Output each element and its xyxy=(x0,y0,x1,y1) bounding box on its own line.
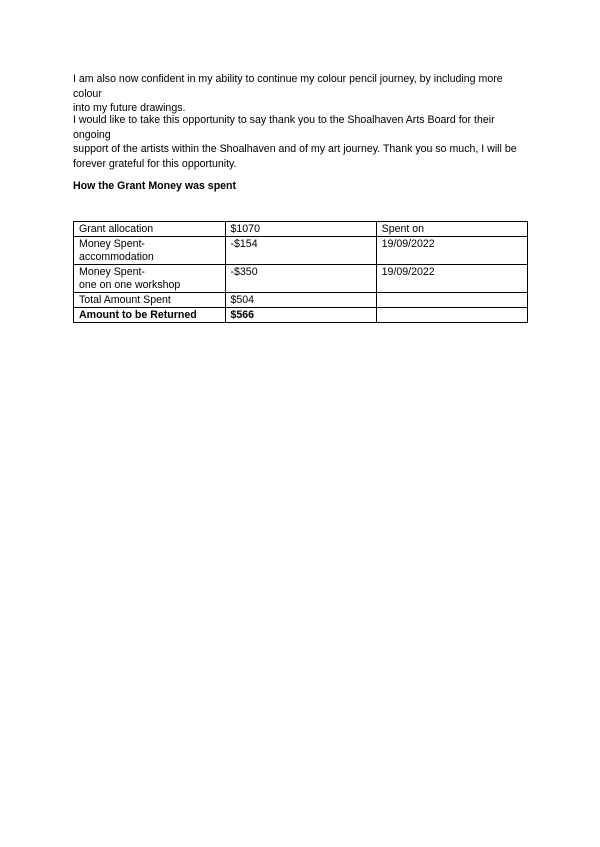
table-cell: Money Spent- one on one workshop xyxy=(74,265,226,293)
table-cell: -$154 xyxy=(225,237,376,265)
table-cell: Grant allocation xyxy=(74,222,226,237)
section-heading: How the Grant Money was spent xyxy=(73,180,237,192)
table-cell: $504 xyxy=(225,293,376,308)
table-row xyxy=(74,293,528,308)
table-cell: Money Spent-accommodation xyxy=(74,237,226,265)
table-cell: 19/09/2022 xyxy=(376,237,527,265)
paragraph-confidence: I am also now confident in my ability to continue my colour pencil journey, by including more colour into my future drawings. xyxy=(73,73,503,114)
table-cell: Total Amount Spent xyxy=(74,293,226,308)
table-cell: $566 xyxy=(225,308,376,323)
table-cell xyxy=(376,293,527,308)
table-row xyxy=(74,222,528,237)
grant-spending-table xyxy=(73,221,528,323)
table-cell: 19/09/2022 xyxy=(376,265,527,293)
table-cell xyxy=(376,308,527,323)
table-row xyxy=(74,265,528,293)
paragraph-thanks: I would like to take this opportunity to say thank you to the Shoalhaven Arts Board for their ongoing support of the artists within the Shoalhaven and of my art journey. Thank you so much, I will be forever grateful for this opportunity. xyxy=(73,114,517,170)
table-cell: $1070 xyxy=(225,222,376,237)
table-cell: Amount to be Returned xyxy=(74,308,226,323)
table-row xyxy=(74,237,528,265)
table-cell: -$350 xyxy=(225,265,376,293)
table-row-total-returned xyxy=(74,308,528,323)
table-cell: Spent on xyxy=(376,222,527,237)
